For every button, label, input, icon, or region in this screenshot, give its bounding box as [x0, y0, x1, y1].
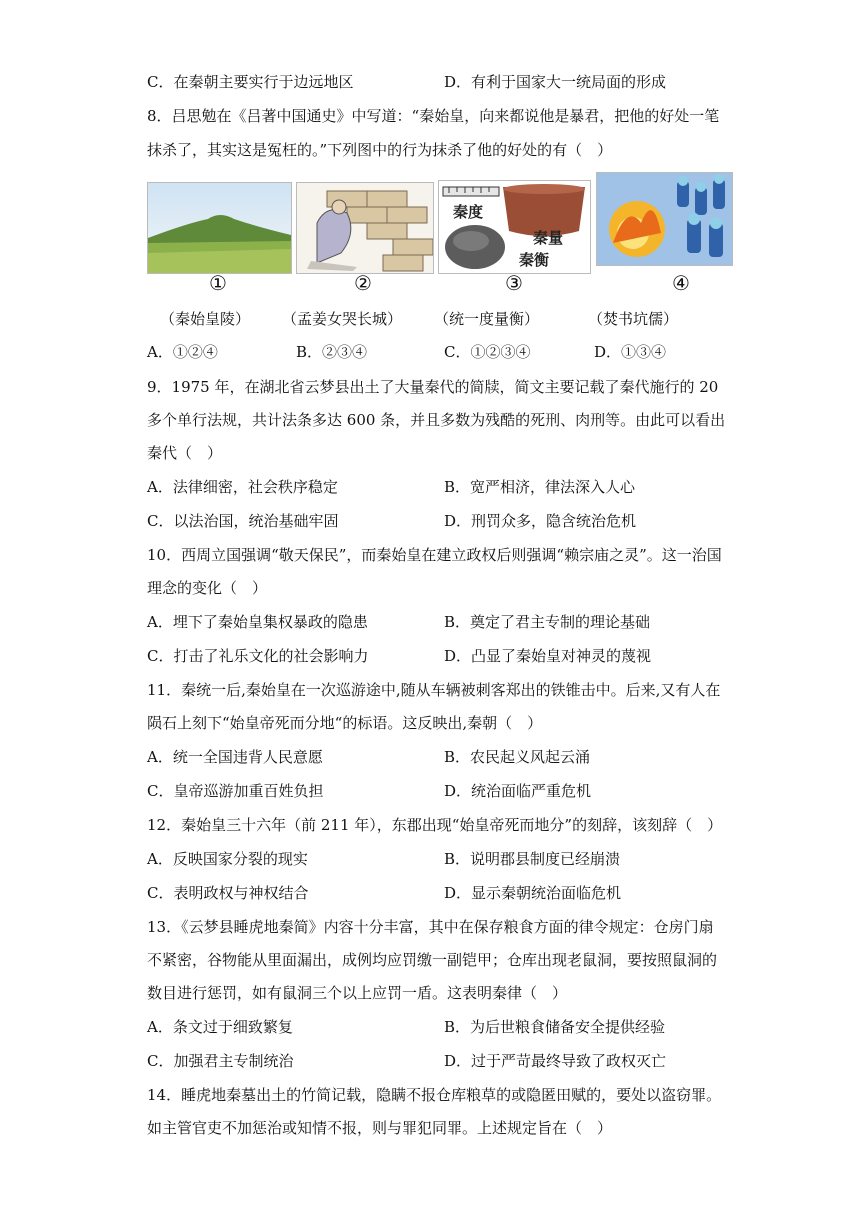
- q12-option-b: B．说明郡县制度已经崩溃: [444, 850, 621, 868]
- q11-option-d: D．统治面临严重危机: [444, 782, 592, 800]
- q14-stem-line1: 14．睡虎地秦墓出土的竹简记载，隐瞒不报仓库粮草的或隐匿田赋的，要处以盗窃罪。: [147, 1086, 722, 1104]
- q13-option-b: B．为后世粮食储备安全提供经验: [444, 1018, 666, 1036]
- q13-option-d: D．过于严苛最终导致了政权灭亡: [444, 1052, 667, 1070]
- q11-stem-line2: 陨石上刻下“始皇帝死而分地“的标语。这反映出,秦朝（ ）: [147, 714, 543, 732]
- q9-option-c: C．以法治国，统治基础牢固: [147, 512, 339, 530]
- image-number-3: ③: [505, 271, 523, 295]
- measure-label-liang: 秦量: [533, 229, 564, 247]
- q13-stem-line3: 数目进行惩罚，如有鼠洞三个以上应罚一盾。这表明秦律（ ）: [147, 984, 568, 1002]
- q13-stem-line2: 不紧密，谷物能从里面漏出，成例均应罚缴一副铠甲；仓库出现老鼠洞，要按照鼠洞的: [147, 951, 718, 969]
- q10-option-b: B．奠定了君主专制的理论基础: [444, 613, 651, 631]
- q10-stem-line1: 10．西周立国强调“敬天保民”，而秦始皇在建立政权后则强调“赖宗庙之灵”。这一治国: [147, 546, 722, 564]
- q12-option-c: C．表明政权与神权结合: [147, 884, 309, 902]
- q9-option-a: A．法律细密，社会秩序稳定: [147, 478, 338, 496]
- measure-label-heng: 秦衡: [519, 251, 550, 269]
- q13-option-c: C．加强君主专制统治: [147, 1052, 294, 1070]
- q14-stem-line2: 如主管官吏不加惩治或知情不报，则与罪犯同罪。上述规定旨在（ ）: [147, 1119, 613, 1137]
- meng-jiangnu-image: [296, 182, 434, 274]
- q10-option-c: C．打击了礼乐文化的社会影响力: [147, 647, 369, 665]
- q8-stem-line1: 8．吕思勉在《吕著中国通史》中写道：“秦始皇，向来都说他是暴君，把他的好处一笔: [147, 107, 720, 125]
- q11-stem-line1: 11．秦统一后,秦始皇在一次巡游途中,随从车辆被刺客郑出的铁锥击中。后来,又有人在: [147, 681, 721, 699]
- q12-option-a: A．反映国家分裂的现实: [147, 850, 308, 868]
- q8-option-b: B．②③④: [296, 343, 368, 361]
- burning-books-image: [596, 172, 733, 266]
- image-caption-4: （焚书坑儒）: [588, 310, 679, 328]
- image-caption-1: （秦始皇陵）: [160, 310, 251, 328]
- q9-option-b: B．宽严相济，律法深入人心: [444, 478, 636, 496]
- q8-option-c: C．①②③④: [444, 343, 531, 361]
- q11-option-c: C．皇帝巡游加重百姓负担: [147, 782, 324, 800]
- q8-option-d: D．①③④: [594, 343, 667, 361]
- qin-mausoleum-image: [147, 182, 292, 274]
- q11-option-b: B．农民起义风起云涌: [444, 748, 591, 766]
- q7-option-c: C．在秦朝主要实行于边远地区: [147, 73, 354, 91]
- unified-measures-image: [438, 180, 591, 274]
- q12-stem-line1: 12．秦始皇三十六年（前 211 年），东郡出现“始皇帝死而地分”的刻辞，该刻辞（ ）: [147, 816, 723, 834]
- q7-option-d: D．有利于国家大一统局面的形成: [444, 73, 667, 91]
- q9-stem-line2: 多个单行法规，共计法条多达 600 条，并且多数为残酷的死刑、肉刑等。由此可以看出: [147, 411, 726, 429]
- q13-stem-line1: 13．《云梦县睡虎地秦简》内容十分丰富，其中在保存粮食方面的律令规定：仓房门扇: [147, 918, 714, 936]
- q10-option-a: A．埋下了秦始皇集权暴政的隐患: [147, 613, 368, 631]
- q8-stem-line2: 抹杀了，其实这是冤枉的。”下列图中的行为抹杀了他的好处的有（ ）: [147, 141, 613, 159]
- image-caption-3: （统一度量衡）: [434, 310, 540, 328]
- q12-option-d: D．显示秦朝统治面临危机: [444, 884, 622, 902]
- measure-label-du: 秦度: [453, 203, 484, 221]
- image-number-1: ①: [209, 271, 227, 295]
- image-number-2: ②: [354, 271, 372, 295]
- q9-stem-line3: 秦代（ ）: [147, 444, 223, 462]
- q11-option-a: A．统一全国违背人民意愿: [147, 748, 323, 766]
- q10-option-d: D．凸显了秦始皇对神灵的蔑视: [444, 647, 652, 665]
- image-caption-2: （孟姜女哭长城）: [282, 310, 403, 328]
- q9-stem-line1: 9．1975 年，在湖北省云梦县出土了大量秦代的简牍，简文主要记载了秦代施行的 20: [147, 378, 719, 396]
- q8-option-a: A．①②④: [147, 343, 218, 361]
- q9-option-d: D．刑罚众多，隐含统治危机: [444, 512, 637, 530]
- q10-stem-line2: 理念的变化（ ）: [147, 579, 268, 597]
- image-number-4: ④: [672, 271, 690, 295]
- q13-option-a: A．条文过于细致繁复: [147, 1018, 293, 1036]
